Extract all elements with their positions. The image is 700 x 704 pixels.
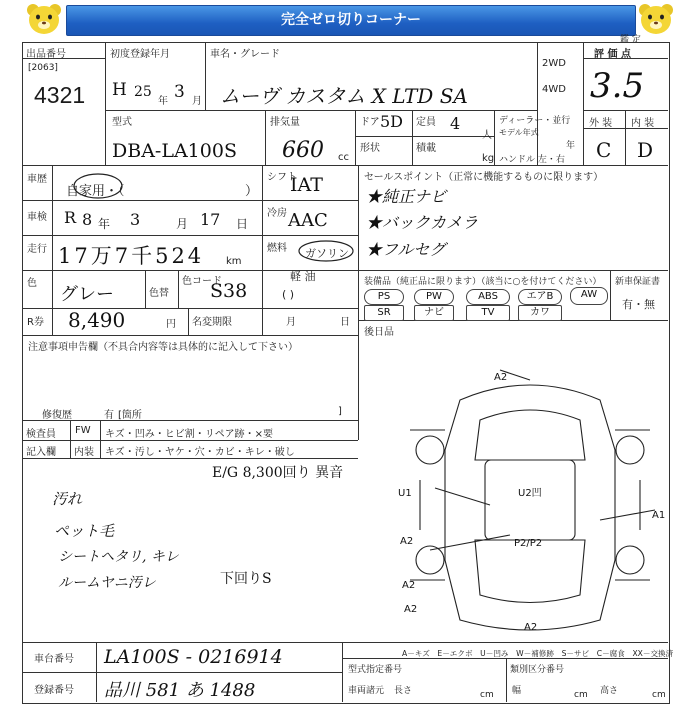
inspection-month: 3 <box>130 210 141 229</box>
inspection-month-unit: 月 <box>176 217 189 231</box>
color-code-value: S38 <box>210 280 248 302</box>
diagram-mark: A1 <box>652 510 666 521</box>
fuel-gasoline: ガソリン <box>305 247 349 260</box>
remark-line-4: ルームヤニ汚レ <box>58 575 156 591</box>
load-label: 積載 <box>416 143 436 154</box>
aircon-label: 冷房 <box>267 208 287 219</box>
fuel-other: ( ) <box>282 288 295 301</box>
shape-label: 形状 <box>360 143 380 154</box>
diagram-mark: U1 <box>398 488 412 499</box>
displacement-label: 排気量 <box>270 117 300 128</box>
diagram-mark: A2 <box>402 580 416 591</box>
fuel-diesel: 軽 油 <box>290 270 316 283</box>
selling-point-3: ★フルセグ <box>366 240 446 259</box>
equip-abs: ABS <box>466 289 510 305</box>
equip-ps: PS <box>364 289 404 305</box>
first-reg-month: 3 <box>174 82 185 102</box>
exterior-label: 外 装 <box>589 118 613 129</box>
car-name-label: 車名・グレード <box>210 49 280 60</box>
damage-legend: A－キズ E－エクボ U－凹み W－補修跡 S－サビ C－腐食 XX－交換済 <box>402 649 674 658</box>
exterior-grade: C <box>596 138 612 162</box>
tax-day-unit: 日 <box>340 317 350 328</box>
equipment-label: 装備品（純正品に限ります）（該当に○を付けてください） <box>364 277 602 287</box>
equip-navi: ナビ <box>414 305 454 321</box>
model-label: 型式 <box>112 117 132 128</box>
inspection-year-unit: 年 <box>98 217 111 231</box>
mileage-value: 17万7千524 <box>58 244 205 268</box>
equip-aw: AW <box>570 287 608 305</box>
repair-history-label: 修復歴 <box>42 410 72 421</box>
capacity-unit: 人 <box>482 130 492 141</box>
remark-engine: E/G 8,300回り 異音 <box>212 465 344 481</box>
tax-label: 名変期限 <box>192 317 232 328</box>
inspection-era: R <box>64 208 77 227</box>
selling-point-2: ★バックカメラ <box>366 213 479 232</box>
registration-value: 品川 581 あ 1488 <box>104 680 256 701</box>
grade-label: 評 価 点 <box>594 49 631 60</box>
car-damage-diagram <box>390 360 670 650</box>
equip-pw: PW <box>414 289 454 305</box>
chassis-value: LA100S - 0216914 <box>104 646 283 668</box>
grade-score: 3.5 <box>590 66 645 106</box>
color-code-label: 色コード <box>182 276 222 287</box>
model-year-unit: 年 <box>566 141 576 151</box>
header <box>0 0 700 40</box>
capacity-label: 定員 <box>416 117 436 128</box>
interior-grade: D <box>637 138 654 162</box>
length-unit: cm <box>480 690 494 700</box>
width-label: 幅 <box>512 686 522 696</box>
equip-tv: TV <box>466 305 510 321</box>
door-value: 5D <box>380 112 404 131</box>
first-reg-year-unit: 年 <box>158 96 168 107</box>
warranty-value: 有・無 <box>622 298 655 311</box>
lot-number: 4321 <box>34 82 86 108</box>
type-number-label: 型式指定番号 <box>348 665 403 675</box>
remark-line-1: 汚れ <box>52 490 83 508</box>
color-value: グレー <box>60 284 114 305</box>
diagram-mark: U2凹 <box>518 488 542 499</box>
chassis-label: 車台番号 <box>34 654 74 665</box>
repair-history-close: ] <box>338 406 342 417</box>
mileage-unit: km <box>226 256 242 267</box>
registration-label: 登録番号 <box>34 685 74 696</box>
diagram-mark: A2 <box>494 372 508 383</box>
inspector-interior: 内装 <box>74 447 94 458</box>
diagram-mark: A2 <box>400 536 414 547</box>
bear-mascot-icon <box>24 3 64 37</box>
inspection-year: 8 <box>82 210 93 229</box>
inspector-fw: FW <box>75 425 91 436</box>
model-year-label: モデル年式 <box>499 128 539 137</box>
recycle-label: R券 <box>27 317 44 328</box>
inspector-fw-items: キズ・凹み・ヒビ割・リペア跡・×要 <box>105 429 273 440</box>
drive-4wd: 4WD <box>542 84 566 95</box>
usage-label: 車歴 <box>27 174 47 185</box>
fuel-label: 燃料 <box>267 243 287 254</box>
height-unit: cm <box>652 690 666 700</box>
handle-label: ハンドル 左・右 <box>499 155 565 165</box>
diagram-mark: A2 <box>524 622 538 633</box>
drive-2wd: 2WD <box>542 58 566 69</box>
color-label: 色 <box>27 278 37 289</box>
bear-mascot-icon <box>636 3 676 37</box>
installed-label: 後日品 <box>364 327 394 338</box>
inspector-interior-items: キズ・汚し・ヤケ・穴・カビ・キレ・破し <box>105 447 295 458</box>
lot-code: [2063] <box>28 63 58 73</box>
first-reg-label: 初度登録年月 <box>110 49 170 60</box>
first-reg-year: 25 <box>134 84 152 100</box>
displacement-value: 660 <box>282 138 324 163</box>
repair-history-place: [箇所 <box>118 410 142 421</box>
door-label: ドア <box>360 117 380 128</box>
interior-label: 内 装 <box>631 118 655 129</box>
diagram-mark: P2/P2 <box>514 538 543 549</box>
usage-value: 自家用・（ <box>66 184 125 199</box>
lot-label: 出品番号 <box>26 49 66 60</box>
inspection-label: 車検 <box>27 212 47 223</box>
capacity-value: 4 <box>450 114 461 133</box>
shift-label: シフト <box>267 172 297 183</box>
mileage-label: 走行 <box>27 244 47 255</box>
dealer-label: ディーラー・並行 <box>499 116 571 126</box>
remark-underbody: 下回りS <box>220 571 272 587</box>
diagram-mark: A2 <box>404 604 418 615</box>
notes-label: 注意事項申告欄（不具合内容等は具体的に記入して下さい） <box>28 342 298 353</box>
color-shade-label: 色替 <box>149 288 169 299</box>
remark-line-3: シートヘタリ, キレ <box>58 549 179 565</box>
first-reg-era: H <box>112 80 127 100</box>
first-reg-month-unit: 月 <box>192 96 202 107</box>
inspector-label-2: 記入欄 <box>26 447 56 458</box>
tax-month-unit: 月 <box>286 317 296 328</box>
inspector-label-1: 検査員 <box>26 429 56 440</box>
height-label: 高さ <box>600 686 619 696</box>
warranty-label: 新車保証書 <box>615 277 661 287</box>
car-name-value: ムーヴ カスタム X LTD SA <box>220 84 468 108</box>
equip-airbag: エアB <box>518 289 562 305</box>
remark-line-2: ペット毛 <box>54 522 115 540</box>
width-unit: cm <box>574 690 588 700</box>
shift-value: IAT <box>290 174 323 196</box>
recycle-unit: 円 <box>166 319 176 330</box>
equip-sr: SR <box>364 305 404 321</box>
load-unit: kg <box>482 153 495 164</box>
usage-close: ） <box>245 184 259 199</box>
displacement-unit: cc <box>338 152 349 163</box>
recycle-value: 8,490 <box>68 308 126 332</box>
repair-history-value: 有 <box>104 410 114 421</box>
selling-point-1: ★純正ナビ <box>366 187 447 206</box>
class-number-label: 類別区分番号 <box>510 665 565 675</box>
corner-stamp-text: 鑑 定 <box>620 35 641 45</box>
model-value: DBA-LA100S <box>112 140 237 162</box>
equip-leather: カワ <box>518 305 562 321</box>
inspection-day-unit: 日 <box>236 217 249 231</box>
page-title: 完全ゼロ切りコーナー <box>66 5 636 36</box>
inspection-day: 17 <box>200 210 221 229</box>
usage-circle-mark <box>56 168 126 200</box>
length-label: 長さ <box>394 686 413 696</box>
aircon-value: AAC <box>288 210 328 231</box>
fuel-circle-mark <box>296 238 356 264</box>
selling-points-label: セールスポイント（正常に機能するものに限ります） <box>364 172 604 183</box>
spec-label: 車両諸元 <box>348 686 385 696</box>
